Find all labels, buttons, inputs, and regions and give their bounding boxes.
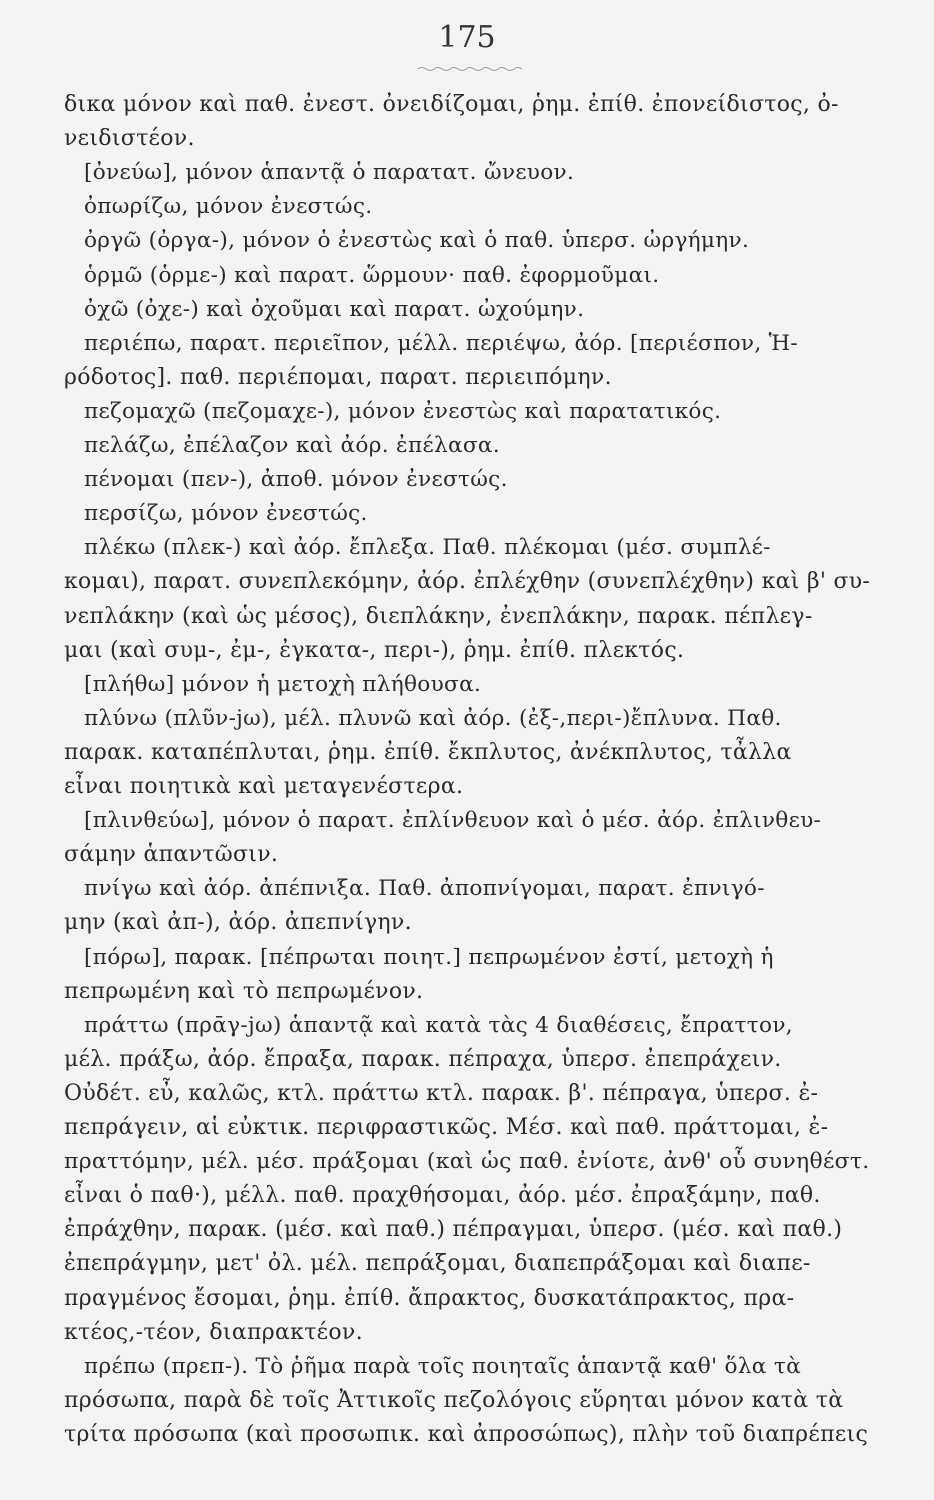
text-line: πλύνω (πλῦν-jω), μέλ. πλυνῶ καὶ ἀόρ. (ἐξ-,περι-)ἔπλυνα. Παθ. [84, 705, 782, 731]
text-line: νειδιστέον. [64, 126, 195, 152]
text-line: πλέκω (πλεκ-) καὶ ἀόρ. ἔπλεξα. Παθ. πλέκομαι (μέσ. συμπλέ- [84, 535, 771, 561]
text-line: πελάζω, ἐπέλαζον καὶ ἀόρ. ἐπέλασα. [84, 433, 500, 458]
text-line: [πλινθεύω], μόνον ὁ παρατ. ἐπλίνθευον καὶ ὁ μέσ. ἀόρ. ἐπλινθευ- [84, 808, 822, 834]
text-line: ρόδοτος]. παθ. περιέπομαι, παρατ. περιειπόμην. [64, 364, 612, 390]
text-line: εἶναι ποιητικὰ καὶ μεταγενέστερα. [64, 774, 464, 799]
text-line: μέλ. πράξω, ἀόρ. ἔπραξα, παρακ. πέπραχα, ὑπερσ. ἐπεπράχειν. [64, 1046, 782, 1072]
text-line: πεζομαχῶ (πεζομαχε-), μόνον ἐνεστὼς καὶ παρατατικός. [84, 398, 722, 424]
text-line: παρακ. καταπέπλυται, ῥημ. ἐπίθ. ἔκπλυτος, ἀνέκπλυτος, τἆλλα [64, 739, 792, 765]
text-line: πνίγω καὶ ἀόρ. ἀπέπνιξα. Παθ. ἀποπνίγομαι, παρατ. ἐπνιγό- [84, 876, 765, 902]
text-line: περσίζω, μόνον ἐνεστώς. [84, 501, 368, 527]
text-line: νεπλάκην (καὶ ὡς μέσος), διεπλάκην, ἐνεπλάκην, παρακ. πέπλεγ- [64, 603, 813, 629]
text-line: πραττόμην, μέλ. μέσ. πράξομαι (καὶ ὡς παθ. ἐνίοτε, ἀνθ' οὗ συνηθέστ. [64, 1149, 870, 1175]
text-line: ὁρμῶ (ὁρμε-) καὶ παρατ. ὥρμουν· παθ. ἐφορμοῦμαι. [84, 262, 660, 288]
page-number: 175 [438, 20, 496, 55]
text-line: μαι (καὶ συμ-, ἐμ-, ἐγκατα-, περι-), ῥημ. ἐπίθ. πλεκτός. [64, 637, 685, 663]
text-line: ἐπεπράγμην, μετ' ὀλ. μέλ. πεπράξομαι, διαπεπράξομαι καὶ διαπε- [64, 1251, 811, 1277]
text-line: πρέπω (πρεπ-). Τὸ ῥῆμα παρὰ τοῖς ποιηταῖς ἁπαντᾷ καθ' ὅλα τὰ [84, 1353, 802, 1379]
text-line: κτέος,-τέον, διαπρακτέον. [64, 1319, 363, 1345]
text-line: σάμην ἁπαντῶσιν. [64, 842, 279, 868]
text-line: ὀχῶ (ὀχε-) καὶ ὀχοῦμαι καὶ παρατ. ὠχούμην. [84, 296, 585, 322]
text-line: τρίτα πρόσωπα (καὶ προσωπικ. καὶ ἀπροσώπως), πλὴν τοῦ διαπρέπεις [64, 1421, 869, 1447]
text-line: πραγμένος ἔσομαι, ῥημ. ἐπίθ. ἄπρακτος, δυσκατάπρακτος, πρα- [64, 1285, 795, 1311]
text-line: [πλήθω] μόνον ἡ μετοχὴ πλήθουσα. [84, 671, 482, 697]
text-line: περιέπω, παρατ. περιεῖπον, μέλλ. περιέψω, ἀόρ. [περιέσπον, Ἡ- [84, 330, 799, 356]
text-line: [πόρω], παρακ. [πέπρωται ποιητ.] πεπρωμένον ἐστί, μετοχὴ ἡ [84, 944, 774, 970]
text-line: πένομαι (πεν-), ἀποθ. μόνον ἐνεστώς. [84, 467, 508, 493]
text-line: εἶναι ὁ παθ·), μέλλ. παθ. πραχθήσομαι, ἀόρ. μέσ. ἐπραξάμην, παθ. [64, 1183, 821, 1209]
text-line: μην (καὶ ἀπ-), ἀόρ. ἀπεπνίγην. [64, 910, 412, 936]
text-line: δικα μόνον καὶ παθ. ἐνεστ. ὀνειδίζομαι, ῥημ. ἐπίθ. ἐπονείδιστος, ὀ- [64, 92, 839, 117]
text-line: κομαι), παρατ. συνεπλεκόμην, ἀόρ. ἐπλέχθην (συνεπλέχθην) καὶ β' συ- [64, 569, 871, 595]
text-line: ὀπωρίζω, μόνον ἐνεστώς. [84, 194, 373, 220]
text-line: πράττω (πρᾱγ-jω) ἁπαντᾷ καὶ κατὰ τὰς 4 διαθέσεις, ἔπραττον, [84, 1012, 793, 1038]
text-line: [ὀνεύω], μόνον ἁπαντᾷ ὁ παρατατ. ὤνευον. [84, 160, 575, 186]
text-line: πρόσωπα, παρὰ δὲ τοῖς Ἀττικοῖς πεζολόγοις εὕρηται μόνον κατὰ τὰ [64, 1387, 844, 1413]
text-line: πεπρωμένη καὶ τὸ πεπρωμένον. [64, 978, 424, 1004]
text-line: ἐπράχθην, παρακ. (μέσ. καὶ παθ.) πέπραγμαι, ὑπερσ. (μέσ. καὶ παθ.) [64, 1217, 843, 1243]
text-line: Οὐδέτ. εὖ, καλῶς, κτλ. πράττω κτλ. παρακ. β'. πέπραγα, ὑπερσ. ἐ- [64, 1080, 819, 1106]
text-line: ὀργῶ (ὀργα-), μόνον ὁ ἐνεστὼς καὶ ὁ παθ. ὑπερσ. ὠργήμην. [84, 228, 750, 254]
text-line: πεπράγειν, αἱ εὐκτικ. περιφραστικῶς. Μέσ. καὶ παθ. πράττομαι, ἐ- [64, 1115, 829, 1140]
